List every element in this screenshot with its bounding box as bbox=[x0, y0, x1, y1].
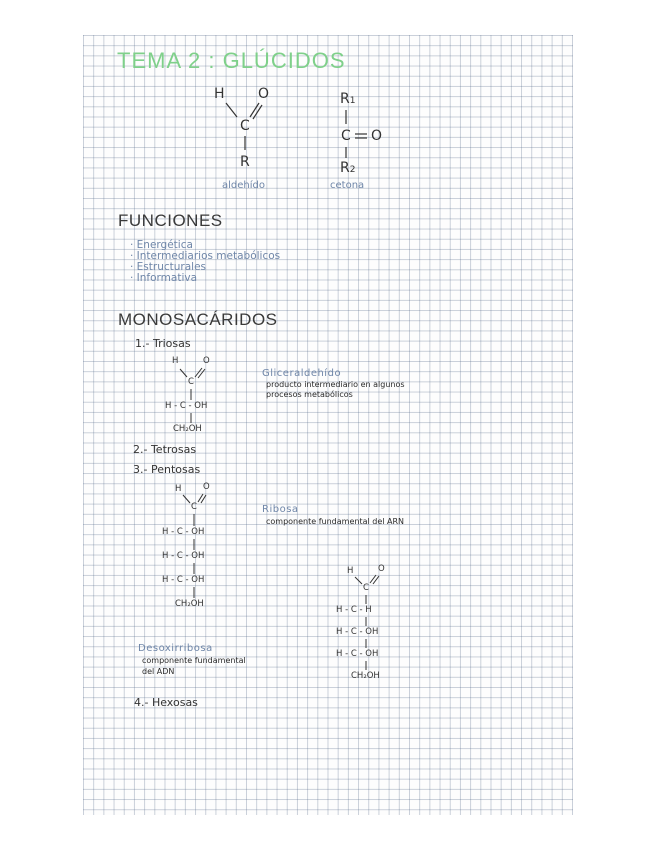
ketone-R2: R2 bbox=[340, 160, 356, 176]
ribosa-row1: H - C - OH bbox=[162, 527, 205, 537]
desoxi-row2: H - C - OH bbox=[336, 627, 379, 637]
gliceraldehido-desc-2: procesos metabólicos bbox=[266, 390, 353, 399]
ketone-O: O bbox=[371, 128, 383, 144]
monosacaridos-heading: MONOSACÁRIDOS bbox=[118, 310, 278, 329]
aldehyde-R: R bbox=[240, 154, 250, 170]
ribosa-row3: H - C - OH bbox=[162, 575, 205, 585]
triosa-H: H bbox=[172, 356, 179, 366]
page-title: TEMA 2 : GLÚCIDOS bbox=[117, 48, 346, 73]
desoxi-row3: H - C - OH bbox=[336, 649, 379, 659]
funciones-item-informativa: · Informativa bbox=[130, 272, 198, 284]
ribosa-H: H bbox=[175, 484, 182, 494]
triosas-label: 1.- Triosas bbox=[135, 337, 191, 350]
desoxi-row1: H - C - H bbox=[336, 605, 372, 615]
gliceraldehido-name: Gliceraldehído bbox=[262, 368, 342, 379]
ribosa-row2: H - C - OH bbox=[162, 551, 205, 561]
ribosa-C: C bbox=[191, 502, 197, 512]
ketone-C: C bbox=[341, 128, 351, 144]
funciones-item-estructurales: · Estructurales bbox=[130, 261, 207, 273]
funciones-item-energetica: · Energética bbox=[130, 239, 193, 251]
triosa-O: O bbox=[203, 356, 210, 366]
funciones-item-intermediarios: · Intermediarios metabólicos bbox=[130, 250, 281, 262]
triosa-C: C bbox=[188, 377, 194, 387]
ribosa-bottom: CH₂OH bbox=[175, 599, 204, 609]
pentosas-label: 3.- Pentosas bbox=[133, 463, 201, 476]
aldehyde-H: H bbox=[214, 86, 225, 102]
aldehyde-O: O bbox=[258, 86, 270, 102]
triosa-bottom: CH₂OH bbox=[173, 424, 202, 434]
ketone-label: cetona bbox=[330, 180, 365, 191]
ribosa-name: Ribosa bbox=[262, 504, 299, 515]
aldehyde-C: C bbox=[240, 118, 250, 134]
desoxirribosa-desc-2: del ADN bbox=[142, 667, 175, 676]
aldehyde-label: aldehído bbox=[222, 180, 265, 191]
tetrosas-label: 2.- Tetrosas bbox=[133, 443, 197, 456]
desoxi-H: H bbox=[347, 566, 354, 576]
ribosa-desc: componente fundamental del ARN bbox=[266, 517, 405, 526]
ketone-R1: R1 bbox=[340, 91, 356, 107]
gliceraldehido-desc-1: producto intermediario en algunos bbox=[266, 380, 405, 389]
desoxi-O: O bbox=[378, 564, 385, 574]
desoxi-C: C bbox=[363, 583, 369, 593]
funciones-heading: FUNCIONES bbox=[118, 211, 223, 230]
desoxirribosa-desc-1: componente fundamental bbox=[142, 656, 246, 665]
desoxirribosa-name: Desoxirribosa bbox=[138, 643, 213, 654]
ribosa-O: O bbox=[203, 482, 210, 492]
desoxi-bottom: CH₂OH bbox=[351, 671, 380, 681]
triosa-row1: H - C - OH bbox=[165, 401, 208, 411]
hexosas-label: 4.- Hexosas bbox=[134, 696, 198, 709]
